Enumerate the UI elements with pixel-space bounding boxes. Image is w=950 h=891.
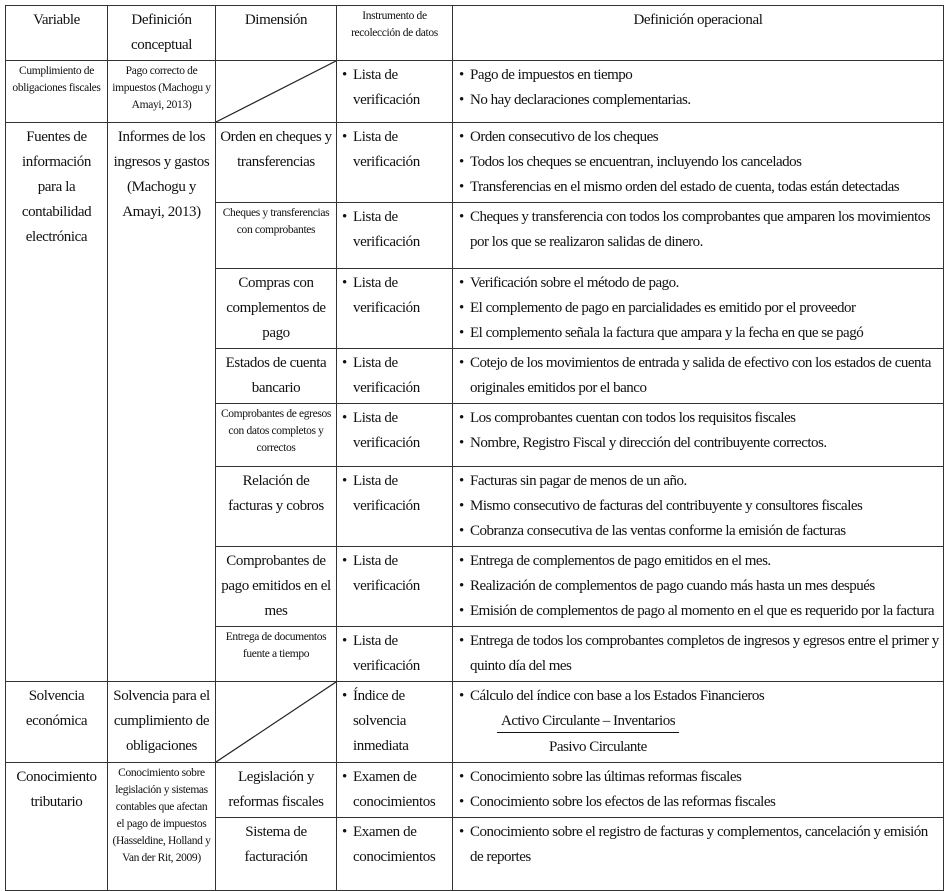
instrument-cell — [337, 349, 453, 404]
operational-list — [457, 820, 940, 870]
conceptual-definition-cell: Pago correcto de impuestos (Machogu y Amayi, 2013) — [108, 61, 216, 123]
operational-list — [457, 469, 940, 544]
dimension-cell-empty — [216, 682, 337, 763]
instrument-list — [340, 820, 449, 870]
instrument-list — [340, 684, 449, 759]
operational-list — [457, 205, 940, 255]
table-row — [6, 763, 944, 818]
instrument-item: • Lista de verificación — [340, 63, 449, 113]
instrument-cell — [337, 467, 453, 547]
instrument-list — [340, 351, 449, 401]
instrument-cell — [337, 682, 453, 763]
operational-definition-cell — [453, 269, 944, 349]
operational-item: • Cotejo de los movimientos de entrada y salida de efectivo con los estados de cuenta originales emitidos por el banco — [457, 351, 940, 401]
instrument-cell — [337, 404, 453, 467]
dimension-cell: Estados de cuenta bancario — [216, 349, 337, 404]
instrument-list — [340, 406, 449, 456]
solvency-formula — [457, 709, 940, 760]
operational-item: • Entrega de complementos de pago emitidos en el mes. — [457, 549, 940, 574]
operational-definition-cell — [453, 61, 944, 123]
instrument-item: • Lista de verificación — [340, 629, 449, 679]
formula-denominator: Pasivo Circulante — [549, 739, 647, 755]
diagonal-line — [216, 682, 336, 762]
header-variable: Variable — [6, 6, 108, 61]
instrument-list — [340, 549, 449, 599]
instrument-list — [340, 765, 449, 815]
operational-list — [457, 765, 940, 815]
instrument-list — [340, 125, 449, 175]
header-instrument: Instrumento de recolección de datos — [337, 6, 453, 61]
operational-list — [457, 271, 940, 346]
header-row — [6, 6, 944, 61]
conceptual-definition-cell: Informes de los ingresos y gastos (Machogu y Amayi, 2013) — [108, 123, 216, 682]
diagonal-line — [216, 61, 336, 122]
conceptual-definition-cell: Solvencia para el cumplimiento de obligaciones — [108, 682, 216, 763]
operational-item: • Emisión de complementos de pago al momento en el que es requerido por la factura — [457, 599, 940, 624]
operational-list — [457, 125, 940, 200]
table-row — [6, 682, 944, 763]
operational-item: • Cheques y transferencia con todos los comprobantes que amparen los movimientos por los que se realizaron salidas de dinero. — [457, 205, 940, 255]
instrument-item: • Examen de conocimientos — [340, 765, 449, 815]
operational-list — [457, 629, 940, 679]
table-row — [6, 61, 944, 123]
operational-item: • Nombre, Registro Fiscal y dirección del contribuyente correctos. — [457, 431, 940, 456]
operationalization-table — [5, 5, 944, 891]
dimension-cell: Sistema de facturación — [216, 818, 337, 891]
operational-definition-cell — [453, 627, 944, 682]
dimension-cell: Compras con complementos de pago — [216, 269, 337, 349]
operational-item: • El complemento de pago en parcialidades es emitido por el proveedor — [457, 296, 940, 321]
operational-item: • Pago de impuestos en tiempo — [457, 63, 940, 88]
operational-item: • Entrega de todos los comprobantes completos de ingresos y egresos entre el primer y quinto día del mes — [457, 629, 940, 679]
operational-definition-cell — [453, 547, 944, 627]
dimension-cell: Comprobantes de pago emitidos en el mes — [216, 547, 337, 627]
operational-item: • Verificación sobre el método de pago. — [457, 271, 940, 296]
dimension-cell: Relación de facturas y cobros — [216, 467, 337, 547]
instrument-cell — [337, 818, 453, 891]
header-dimension: Dimensión — [216, 6, 337, 61]
variable-cell: Conocimiento tributario — [6, 763, 108, 891]
operational-item: • Conocimiento sobre las últimas reformas fiscales — [457, 765, 940, 790]
operational-list — [457, 549, 940, 624]
instrument-item: • Lista de verificación — [340, 469, 449, 519]
operational-definition-cell — [453, 123, 944, 203]
instrument-cell — [337, 627, 453, 682]
operational-item: • No hay declaraciones complementarias. — [457, 88, 940, 113]
operational-item: • Cálculo del índice con base a los Estados Financieros — [457, 684, 940, 709]
operational-definition-cell — [453, 763, 944, 818]
instrument-item: • Lista de verificación — [340, 406, 449, 456]
instrument-item: • Lista de verificación — [340, 205, 449, 255]
instrument-item: • Lista de verificación — [340, 125, 449, 175]
operational-item: • Orden consecutivo de los cheques — [457, 125, 940, 150]
instrument-list — [340, 629, 449, 679]
variable-cell: Fuentes de información para la contabilidad electrónica — [6, 123, 108, 682]
instrument-cell — [337, 61, 453, 123]
conceptual-definition-cell: Conocimiento sobre legislación y sistemas contables que afectan el pago de impuestos (Hasseldine, Holland y Van der Rit, 2009) — [108, 763, 216, 891]
operational-item: • Los comprobantes cuentan con todos los requisitos fiscales — [457, 406, 940, 431]
operational-definition-cell — [453, 404, 944, 467]
header-definition: Definición conceptual — [108, 6, 216, 61]
dimension-cell: Cheques y transferencias con comprobantes — [216, 203, 337, 269]
instrument-list — [340, 271, 449, 321]
dimension-cell-empty — [216, 61, 337, 123]
operational-definition-cell — [453, 467, 944, 547]
instrument-cell — [337, 269, 453, 349]
instrument-list — [340, 63, 449, 113]
dimension-cell: Comprobantes de egresos con datos completos y correctos — [216, 404, 337, 467]
table-row — [6, 123, 944, 203]
operational-list — [457, 63, 940, 113]
instrument-item: • Lista de verificación — [340, 271, 449, 321]
instrument-list — [340, 469, 449, 519]
header-operational: Definición operacional — [453, 6, 944, 61]
operational-list — [457, 406, 940, 456]
operational-item: • Todos los cheques se encuentran, incluyendo los cancelados — [457, 150, 940, 175]
operational-item: • Conocimiento sobre los efectos de las reformas fiscales — [457, 790, 940, 815]
operational-item: • Conocimiento sobre el registro de facturas y complementos, cancelación y emisión de reportes — [457, 820, 940, 870]
operational-definition-cell — [453, 349, 944, 404]
instrument-cell — [337, 203, 453, 269]
instrument-item: • Índice de solvencia inmediata — [340, 684, 449, 759]
instrument-list — [340, 205, 449, 255]
operational-item: • Transferencias en el mismo orden del estado de cuenta, todas están detectadas — [457, 175, 940, 200]
instrument-cell — [337, 763, 453, 818]
operational-item: • Mismo consecutivo de facturas del contribuyente y consultores fiscales — [457, 494, 940, 519]
operational-definition-cell — [453, 682, 944, 763]
dimension-cell: Orden en cheques y transferencias — [216, 123, 337, 203]
variable-cell: Cumplimiento de obligaciones fiscales — [6, 61, 108, 123]
instrument-item: • Examen de conocimientos — [340, 820, 449, 870]
dimension-cell: Legislación y reformas fiscales — [216, 763, 337, 818]
instrument-cell — [337, 123, 453, 203]
operational-item: • Cobranza consecutiva de las ventas conforme la emisión de facturas — [457, 519, 940, 544]
variable-cell: Solvencia económica — [6, 682, 108, 763]
formula-numerator: Activo Circulante – Inventarios — [497, 710, 679, 733]
operational-item: • Realización de complementos de pago cuando más hasta un mes después — [457, 574, 940, 599]
instrument-cell — [337, 547, 453, 627]
operational-definition-cell — [453, 203, 944, 269]
table-body — [6, 61, 944, 891]
instrument-item: • Lista de verificación — [340, 549, 449, 599]
instrument-item: • Lista de verificación — [340, 351, 449, 401]
operational-item: • Facturas sin pagar de menos de un año. — [457, 469, 940, 494]
operational-list — [457, 351, 940, 401]
dimension-cell: Entrega de documentos fuente a tiempo — [216, 627, 337, 682]
operational-item: • El complemento señala la factura que ampara y la fecha en que se pagó — [457, 321, 940, 346]
operational-list — [457, 684, 940, 709]
operational-definition-cell — [453, 818, 944, 891]
